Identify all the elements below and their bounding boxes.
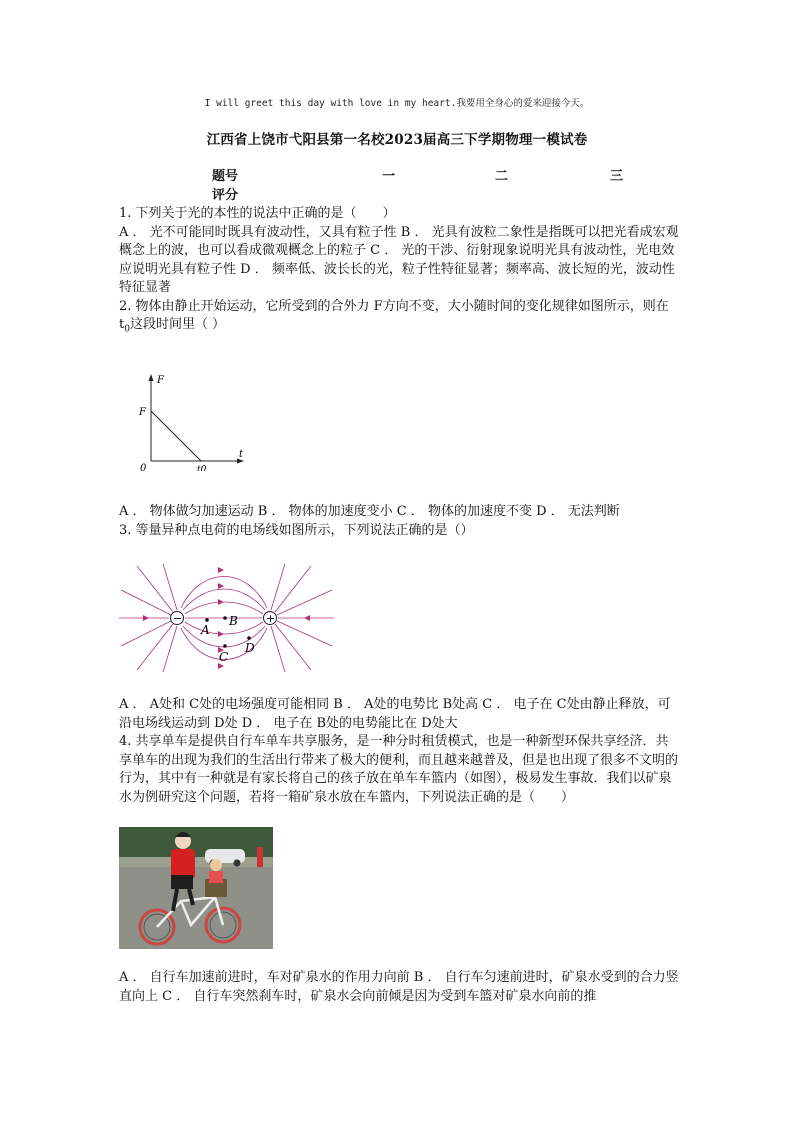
tick-label-f: F xyxy=(139,407,146,419)
q4-stem: 4. 共享单车是提供自行车单车共享服务，是一种分时租赁模式，也是一种新型环保共享经济．共享单车的出现为我们的生活出行带来了极大的便利，而且越来越普及，但是也出现了很多不文明的行为，其中有一种就是有家长将自己的孩子放在单车车篮内（如图），极易发生事故．我们以矿泉水为例研究这个问题，若将一箱矿泉水放在车篮内，下列说法正确的是（ ） xyxy=(119,734,679,805)
negative-charge-label: − xyxy=(173,612,183,626)
q4-options: A ． 自行车加速前进时，车对矿泉水的作用力向前 B ． 自行车匀速前进时，矿泉水受到的合力竖直向上 C ． 自行车突然刹车时，矿泉水会向前倾是因为受到车篮对矿泉水向前的推 xyxy=(119,970,679,1004)
bicycle-photo xyxy=(119,827,273,949)
axis-label-f: F xyxy=(157,375,164,387)
score-cell: 评分 xyxy=(212,188,239,203)
score-row-header xyxy=(212,165,672,184)
force-time-graph xyxy=(129,371,249,471)
score-row-score xyxy=(212,184,672,203)
q1-options: A ． 光不可能同时既具有波动性，又具有粒子性 B ． 光具有波粒二象性是指既可以把光看成宏观概念上的波，也可以看成微观概念上的粒子 C ． 光的干涉、衍射现象说明光具有波动性，光电效应说明光具有粒子性 D ． 频率低、波长长的光，粒子性特征显著；频率高、波长短的光，波动性特征显著 xyxy=(119,224,679,295)
q1-stem: 1. 下列关于光的本性的说法中正确的是（ ） xyxy=(119,206,396,221)
score-cell: 一 xyxy=(382,169,396,184)
tick-label-t0: t0 xyxy=(197,465,207,472)
point-b-label: B xyxy=(229,614,238,629)
question-list xyxy=(119,205,679,1006)
q3-stem: 3. 等量异种点电荷的电场线如图所示，下列说法正确的是（） xyxy=(119,522,474,538)
score-cell: 题号 xyxy=(212,169,239,184)
q3-options: A ． A处和 C处的电场强度可能相同 B ． A处的电势比 B处高 C ． 电子在 C处由静止释放，可沿电场线运动到 D处 D ． 电子在 B处的电势能比在 D处大 xyxy=(119,697,671,731)
score-cell: 二 xyxy=(495,169,509,184)
point-c-label: C xyxy=(219,650,229,665)
point-a-label: A xyxy=(201,623,210,638)
page-title: 江西省上饶市弋阳县第一名校2023届高三下学期物理一模试卷 xyxy=(206,132,588,148)
positive-charge-label: + xyxy=(266,612,276,626)
q2-stem: 2. 物体由静止开始运动，它所受到的合外力 F方向不变，大小随时间的变化规律如图所示，则在 $t_0$这段时间里（ ） xyxy=(119,298,669,335)
header-motto: I will greet this day with love in my heart.我要用全身心的爱来迎接今天。 xyxy=(204,98,590,109)
score-table xyxy=(212,165,672,203)
origin-label: 0 xyxy=(140,463,147,472)
q2-options: A ． 物体做匀加速运动 B ． 物体的加速度变小 C ． 物体的加速度不变 D ． 无法判断 xyxy=(119,504,620,520)
point-d-label: D xyxy=(245,641,255,656)
axis-label-t: t xyxy=(239,449,244,461)
score-cell: 三 xyxy=(610,169,624,184)
electric-field-lines-figure xyxy=(119,562,334,674)
